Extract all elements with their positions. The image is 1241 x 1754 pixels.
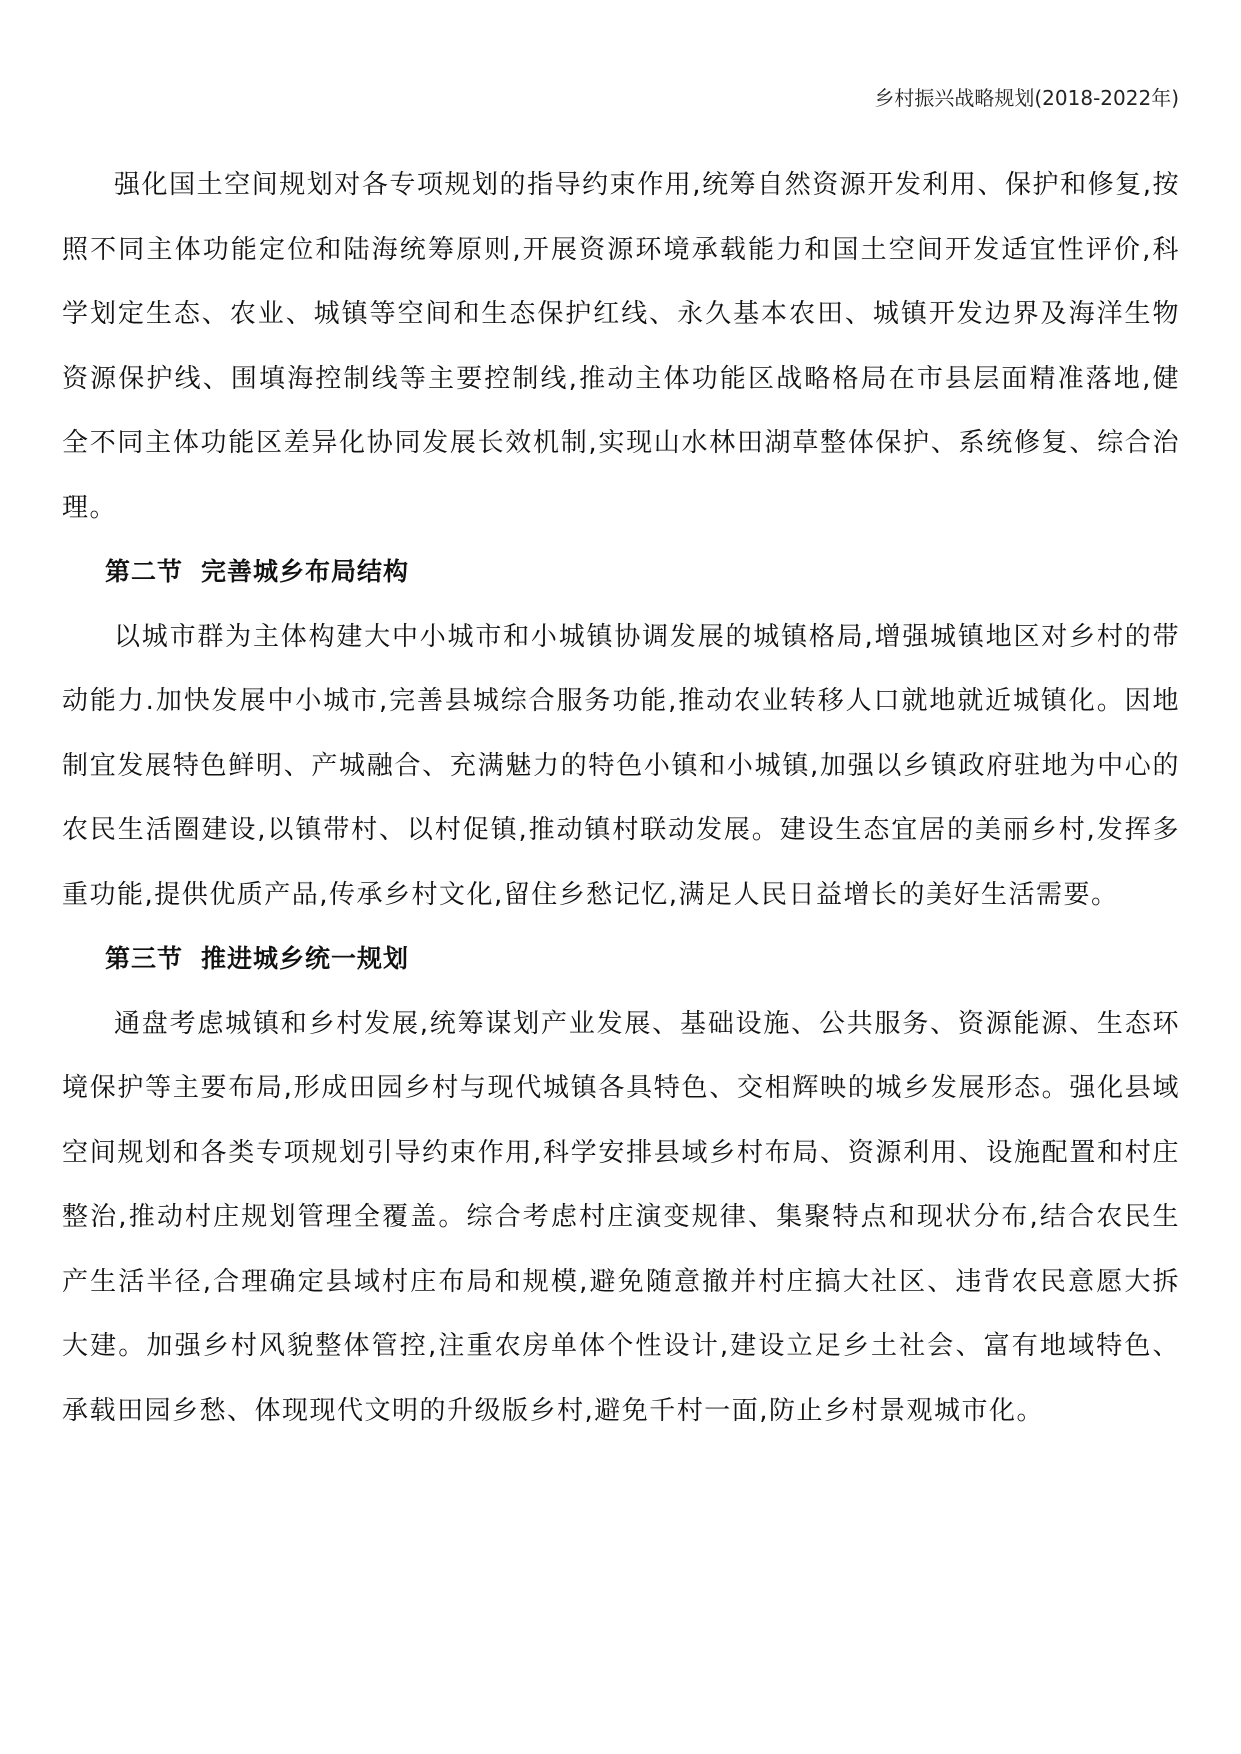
running-header: 乡村振兴战略规划(2018-2022年) — [874, 86, 1179, 110]
section-heading — [62, 540, 1180, 605]
section-number: 第三节 — [105, 944, 184, 973]
body-paragraph: 强化国土空间规划对各专项规划的指导约束作用,统筹自然资源开发利用、保护和修复,按照不同主体功能定位和陆海统筹原则,开展资源环境承载能力和国土空间开发适宜性评价,科学划定生态、农业、城镇等空间和生态保护红线、永久基本农田、城镇开发边界及海洋生物资源保护线、围填海控制线等主要控制线,推动主体功能区战略格局在市县层面精准落地,健全不同主体功能区差异化协同发展长效机制,实现山水林田湖草整体保护、系统修复、综合治理。 — [62, 170, 1180, 523]
body-paragraph: 以城市群为主体构建大中小城市和小城镇协调发展的城镇格局,增强城镇地区对乡村的带动能力.加快发展中小城市,完善县城综合服务功能,推动农业转移人口就地就近城镇化。因地制宜发展特色鲜明、产城融合、充满魅力的特色小镇和小城镇,加强以乡镇政府驻地为中心的农民生活圈建设,以镇带村、以村促镇,推动镇村联动发展。建设生态宜居的美丽乡村,发挥多重功能,提供优质产品,传承乡村文化,留住乡愁记忆,满足人民日益增长的美好生活需要。 — [62, 621, 1180, 910]
section-heading — [62, 927, 1180, 992]
body-paragraph: 通盘考虑城镇和乡村发展,统筹谋划产业发展、基础设施、公共服务、资源能源、生态环境保护等主要布局,形成田园乡村与现代城镇各具特色、交相辉映的城乡发展形态。强化县域空间规划和各类专项规划引导约束作用,科学安排县域乡村布局、资源利用、设施配置和村庄整治,推动村庄规划管理全覆盖。综合考虑村庄演变规律、集聚特点和现状分布,结合农民生产生活半径,合理确定县域村庄布局和规模,避免随意撤并村庄搞大社区、违背农民意愿大拆大建。加强乡村风貌整体管控,注重农房单体个性设计,建设立足乡土社会、富有地域特色、承载田园乡愁、体现现代文明的升级版乡村,避免千村一面,防止乡村景观城市化。 — [62, 1008, 1180, 1426]
section-title: 推进城乡统一规划 — [201, 944, 410, 973]
section-title: 完善城乡布局结构 — [201, 557, 410, 586]
section-number: 第二节 — [105, 557, 184, 586]
document-body — [62, 153, 1180, 1443]
